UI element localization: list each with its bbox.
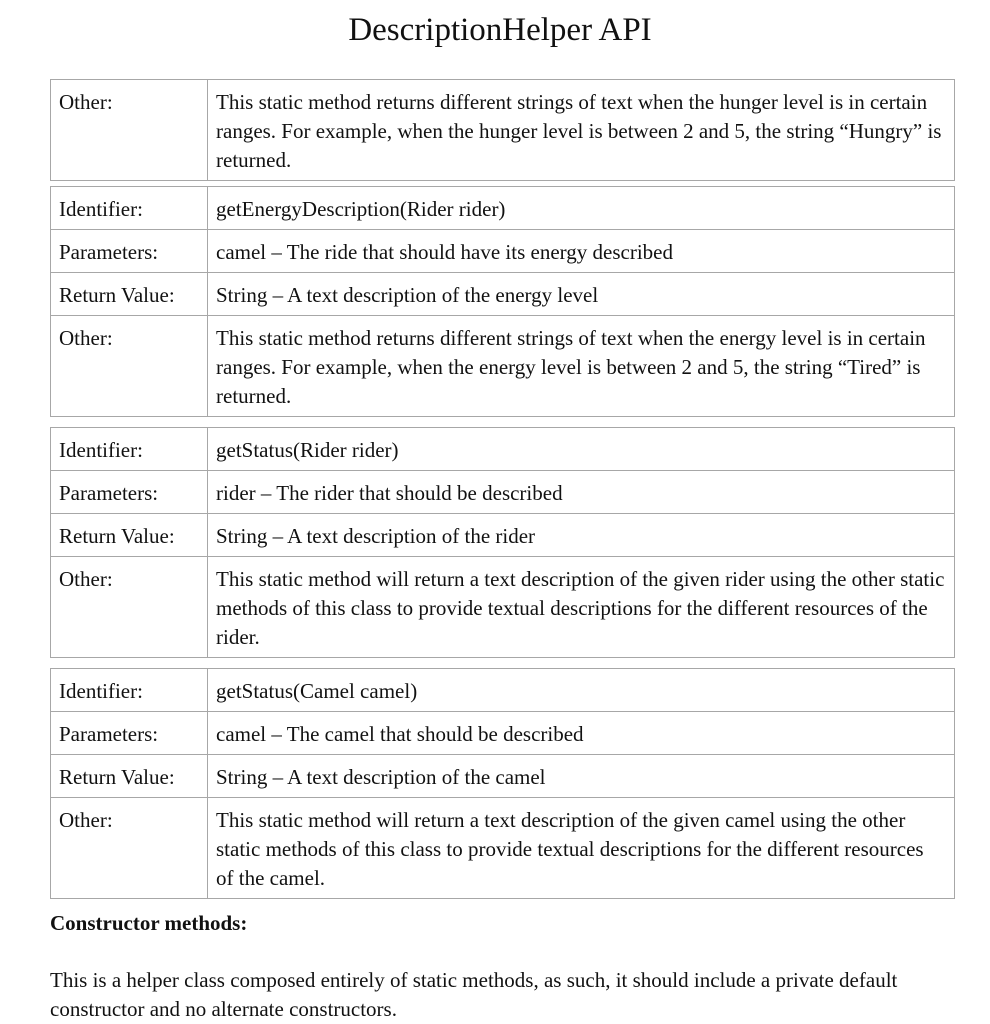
row-value: rider – The rider that should be described [208, 471, 955, 514]
row-label: Other: [51, 798, 208, 899]
row-value: String – A text description of the rider [208, 514, 955, 557]
api-table-get-status-rider [50, 427, 955, 658]
row-label: Other: [51, 557, 208, 658]
row-label: Other: [51, 316, 208, 417]
table-row-return-value [51, 514, 955, 557]
row-value: This static method returns different strings of text when the hunger level is in certain ranges. For example, when the hunger level is between 2 and 5, the string “Hungry” is returned. [208, 80, 955, 181]
row-label: Identifier: [51, 187, 208, 230]
row-value: camel – The camel that should be described [208, 712, 955, 755]
row-label: Return Value: [51, 273, 208, 316]
table-row-parameters [51, 230, 955, 273]
table-row-identifier [51, 669, 955, 712]
row-value: camel – The ride that should have its energy described [208, 230, 955, 273]
table-row-other [51, 80, 955, 181]
row-value: String – A text description of the camel [208, 755, 955, 798]
constructor-heading: Constructor methods: [50, 911, 248, 935]
table-row-other [51, 798, 955, 899]
row-label: Return Value: [51, 514, 208, 557]
row-label: Other: [51, 80, 208, 181]
table-row-other [51, 316, 955, 417]
constructor-description: This is a helper class composed entirely of static methods, as such, it should include a private default constructor and no alternate constructors. [50, 968, 898, 1021]
table-row-return-value [51, 755, 955, 798]
row-label: Parameters: [51, 471, 208, 514]
table-row-identifier [51, 187, 955, 230]
table-row-parameters [51, 712, 955, 755]
api-table-hunger-description [50, 79, 955, 181]
row-label: Identifier: [51, 669, 208, 712]
row-label: Parameters: [51, 230, 208, 273]
row-label: Identifier: [51, 428, 208, 471]
row-value: getStatus(Rider rider) [208, 428, 955, 471]
table-row-return-value [51, 273, 955, 316]
page-title: DescriptionHelper API [348, 12, 652, 48]
row-value: getEnergyDescription(Rider rider) [208, 187, 955, 230]
table-row-identifier [51, 428, 955, 471]
row-value: String – A text description of the energy level [208, 273, 955, 316]
row-value: This static method returns different strings of text when the energy level is in certain ranges. For example, when the energy level is between 2 and 5, the string “Tired” is returned. [208, 316, 955, 417]
api-table-get-status-camel [50, 668, 955, 899]
row-value: getStatus(Camel camel) [208, 669, 955, 712]
row-value: This static method will return a text description of the given rider using the other static methods of this class to provide textual descriptions for the different resources of the rider. [208, 557, 955, 658]
row-label: Return Value: [51, 755, 208, 798]
api-table-get-energy-description [50, 186, 955, 417]
table-row-other [51, 557, 955, 658]
row-label: Parameters: [51, 712, 208, 755]
row-value: This static method will return a text description of the given camel using the other static methods of this class to provide textual descriptions for the different resources of the camel. [208, 798, 955, 899]
table-row-parameters [51, 471, 955, 514]
